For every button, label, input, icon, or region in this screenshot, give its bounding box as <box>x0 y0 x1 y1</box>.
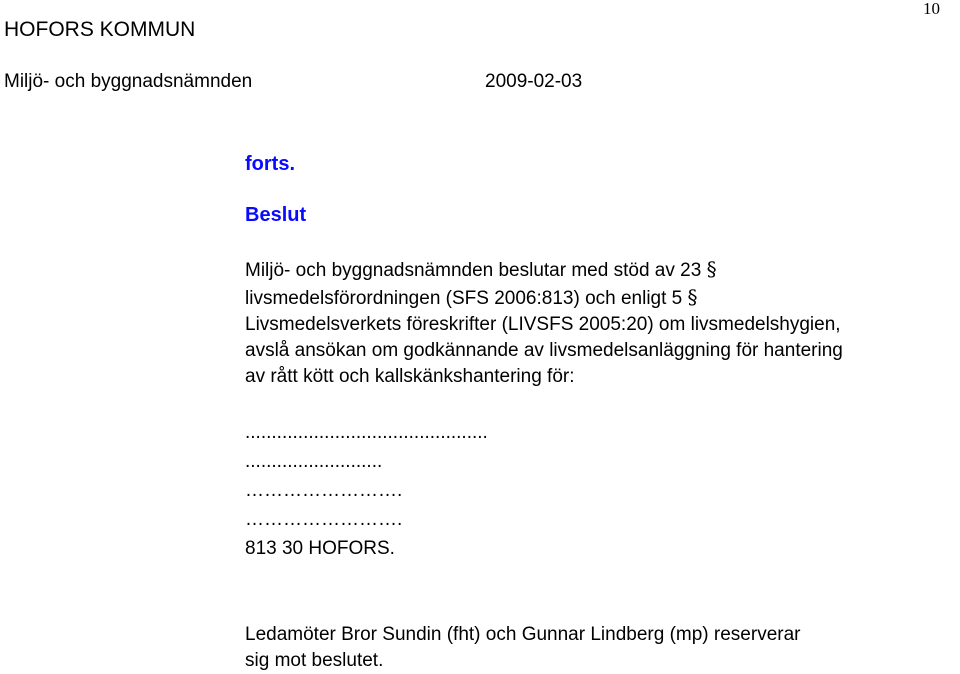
decision-paragraph <box>245 256 945 390</box>
decision-line-text: Livsmedelsverkets föreskrifter (LIVSFS 2005:20) om livsmedelshygien, <box>245 314 841 335</box>
reservation-line: Ledamöter Bror Sundin (fht) och Gunnar Lindberg (mp) reserverar <box>245 624 801 645</box>
section-heading: Beslut <box>245 204 307 226</box>
meeting-date: 2009-02-03 <box>485 71 583 92</box>
address-placeholder-line: ……………………. <box>245 509 403 530</box>
postal-code-city: 813 30 HOFORS. <box>245 538 395 559</box>
decision-line <box>245 338 945 364</box>
address-placeholder-line: .......................... <box>245 451 383 472</box>
decision-line <box>245 312 945 338</box>
address-placeholder-line: .............................................. <box>245 422 488 443</box>
section-symbol: § <box>706 257 717 281</box>
decision-line <box>245 284 945 312</box>
decision-line-text: avslå ansökan om godkännande av livsmedelsanläggning för hantering <box>245 340 843 361</box>
address-placeholder-line: ……………………. <box>245 480 403 501</box>
decision-line <box>245 256 945 284</box>
decision-line-text: av rått kött och kallskänkshantering för: <box>245 366 575 387</box>
committee-name: Miljö- och byggnadsnämnden <box>4 71 253 92</box>
reservation-note <box>245 622 800 674</box>
decision-line <box>245 364 945 390</box>
continued-label: forts. <box>245 153 295 175</box>
decision-line-text: livsmedelsförordningen (SFS 2006:813) och enligt 5 <box>245 288 688 309</box>
page-number: 10 <box>923 0 940 18</box>
organization-name: HOFORS KOMMUN <box>4 18 196 41</box>
decision-line-text: Miljö- och byggnadsnämnden beslutar med stöd av 23 <box>245 260 707 281</box>
reservation-line: sig mot beslutet. <box>245 650 384 671</box>
address-block <box>245 418 488 563</box>
section-symbol: § <box>687 285 698 309</box>
